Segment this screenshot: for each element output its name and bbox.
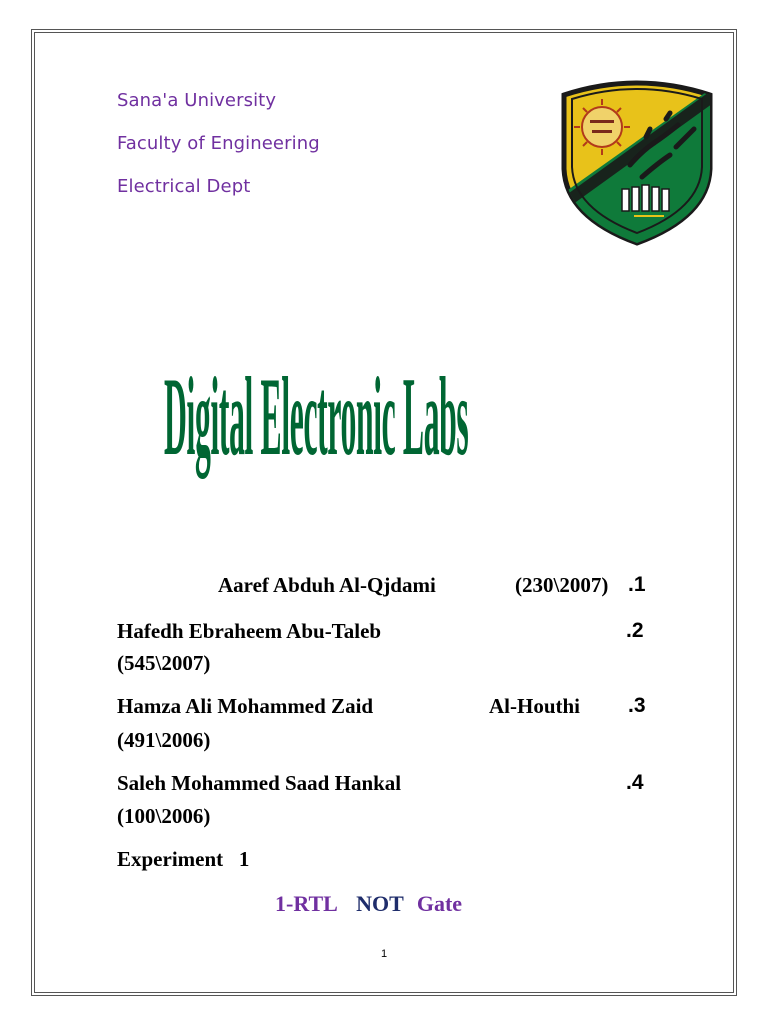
member-1-id: (230\2007) (515, 573, 609, 597)
member-2-name: Hafedh Ebraheem Abu-Taleb (117, 619, 382, 643)
subtitle-not: NOT (356, 891, 404, 916)
faculty-name: Faculty of Engineering (117, 133, 320, 154)
member-4-name: Saleh Mohammed Saad Hankal (117, 771, 402, 795)
member-1-name: Aaref Abduh Al-Qjdami (218, 573, 436, 597)
member-3-name: Hamza Ali Mohammed Zaid (117, 694, 374, 718)
member-3-number: .3 (628, 694, 646, 717)
member-1-number: .1 (628, 573, 646, 596)
experiment-subtitle (275, 891, 462, 917)
department-name: Electrical Dept (117, 176, 251, 197)
document-title (164, 352, 608, 482)
member-2-id: (545\2007) (117, 651, 211, 675)
page-number: 1 (381, 948, 388, 960)
university-crest-icon (558, 77, 716, 247)
member-2-number: .2 (626, 619, 644, 642)
title-text: Digital Electronic Labs (164, 354, 469, 480)
member-4-number: .4 (626, 771, 644, 794)
member-3-surname: Al-Houthi (489, 694, 581, 718)
member-4-id: (100\2006) (117, 804, 211, 828)
university-name: Sana'a University (117, 90, 277, 111)
member-3-id: (491\2006) (117, 728, 211, 752)
experiment-label: Experiment 1 (117, 847, 250, 871)
subtitle-gate: Gate (416, 891, 463, 916)
subtitle-rtl: 1-RTL (275, 891, 337, 916)
